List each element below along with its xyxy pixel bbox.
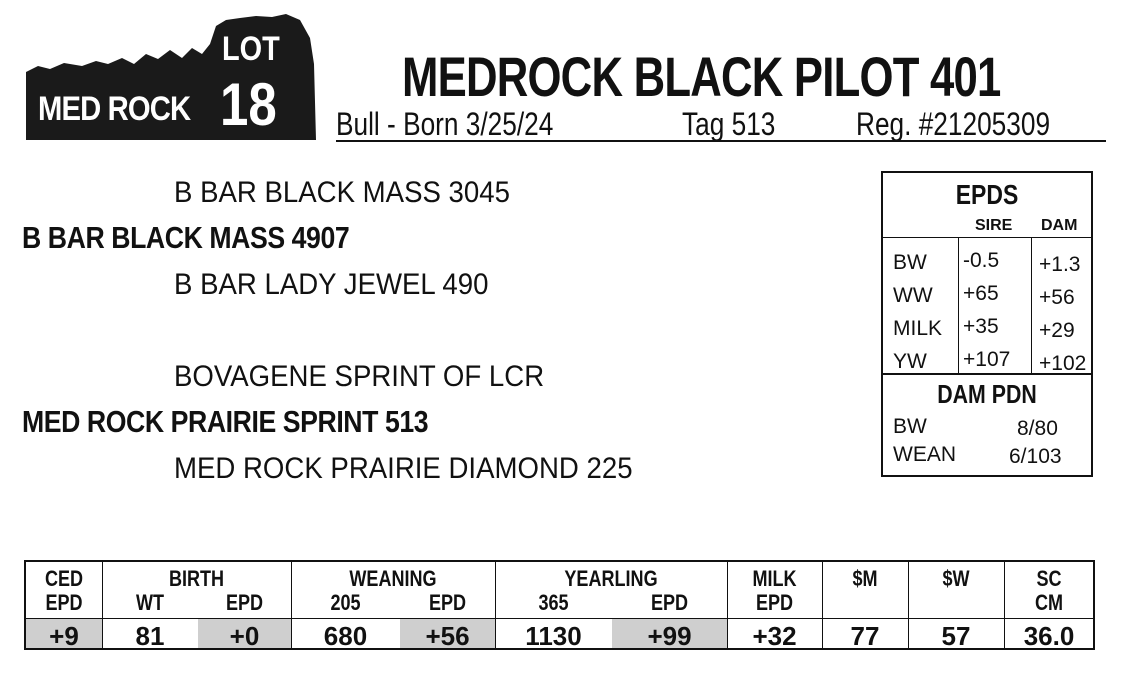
performance-table xyxy=(24,560,1095,650)
header-milk: MILK xyxy=(752,566,797,591)
value-yearling-365: 1130 xyxy=(525,621,582,651)
epd-divider xyxy=(883,237,1091,238)
pedigree-dam: MED ROCK PRAIRIE SPRINT 513 xyxy=(22,404,429,439)
epd-column-divider xyxy=(958,237,959,373)
logo-lot-label: LOT xyxy=(222,30,280,68)
pedigree-sire-dam: B BAR LADY JEWEL 490 xyxy=(174,268,489,301)
epd-dam-header: DAM xyxy=(1041,217,1078,234)
pedigree-dam-sire: BOVAGENE SPRINT OF LCR xyxy=(174,360,545,393)
header-divider xyxy=(26,618,1093,619)
epd-section-divider xyxy=(883,373,1091,375)
logo-lot-number: 18 xyxy=(220,71,277,138)
header-yearling: YEARLING xyxy=(564,566,658,591)
header-w-index: $W xyxy=(942,566,970,591)
epd-dam-value: +56 xyxy=(1039,286,1075,309)
header-birth-epd: EPD xyxy=(225,590,264,615)
header-yearling-epd: EPD xyxy=(650,590,689,615)
value-weaning-epd: +56 xyxy=(425,621,470,651)
epd-sire-header: SIRE xyxy=(975,217,1013,234)
header-birth: BIRTH xyxy=(168,566,225,591)
dam-pdn-trait: WEAN xyxy=(893,443,956,466)
registration-number: Reg. #21205309 xyxy=(856,106,1051,142)
epd-trait: MILK xyxy=(893,317,943,340)
animal-info-line xyxy=(336,106,1106,142)
dam-pdn-value: 8/80 xyxy=(1017,417,1058,440)
header-weaning: WEANING xyxy=(349,566,437,591)
header-weaning-205: 205 xyxy=(330,590,361,615)
header-yearling-365: 365 xyxy=(538,590,569,615)
value-yearling-epd: +99 xyxy=(647,621,692,651)
header-milk-sub: EPD xyxy=(755,590,794,615)
value-weaning-205: 680 xyxy=(323,621,368,651)
value-birth-epd: +0 xyxy=(229,621,260,651)
value-ced-epd: +9 xyxy=(49,621,79,651)
header-sc-sub: CM xyxy=(1034,590,1064,615)
epd-trait: YW xyxy=(893,350,927,373)
header-sc: SC xyxy=(1036,566,1062,591)
med-rock-logo xyxy=(24,14,324,142)
sex-born-date: Bull - Born 3/25/24 xyxy=(336,106,554,142)
epd-trait: WW xyxy=(893,284,933,307)
epd-sire-value: +35 xyxy=(963,315,999,338)
animal-name: MEDROCK BLACK PILOT 401 xyxy=(402,45,1001,108)
epd-dam-value: +102 xyxy=(1039,352,1087,375)
dam-pdn-trait: BW xyxy=(893,415,927,438)
dam-pdn-value: 6/103 xyxy=(1009,445,1062,468)
epd-box xyxy=(881,171,1093,477)
epd-sire-value: +65 xyxy=(963,282,999,305)
header-ced: CED xyxy=(44,566,84,591)
value-w-index: 57 xyxy=(941,621,971,651)
epd-trait: BW xyxy=(893,251,927,274)
epd-sire-value: +107 xyxy=(963,348,1011,371)
pedigree-dam-dam: MED ROCK PRAIRIE DIAMOND 225 xyxy=(174,452,633,485)
header-m-index: $M xyxy=(852,566,878,591)
header-birth-wt: WT xyxy=(135,590,165,615)
pedigree-sire: B BAR BLACK MASS 4907 xyxy=(22,220,350,255)
header-weaning-epd: EPD xyxy=(428,590,467,615)
epd-dam-value: +1.3 xyxy=(1039,253,1081,276)
logo-ranch-name: MED ROCK xyxy=(38,90,191,128)
epd-title: EPDS xyxy=(955,179,1019,210)
tag-number: Tag 513 xyxy=(682,106,776,142)
value-sc-cm: 36.0 xyxy=(1023,621,1075,651)
dam-pdn-title: DAM PDN xyxy=(937,379,1037,409)
epd-sire-value: -0.5 xyxy=(963,249,1000,272)
value-birth-wt: 81 xyxy=(135,621,165,651)
header-ced-sub: EPD xyxy=(45,590,83,615)
pedigree-sire-sire: B BAR BLACK MASS 3045 xyxy=(174,176,510,209)
value-m-index: 77 xyxy=(850,621,880,651)
epd-dam-value: +29 xyxy=(1039,319,1075,342)
value-milk-epd: +32 xyxy=(752,621,797,651)
epd-column-divider xyxy=(1031,237,1032,373)
